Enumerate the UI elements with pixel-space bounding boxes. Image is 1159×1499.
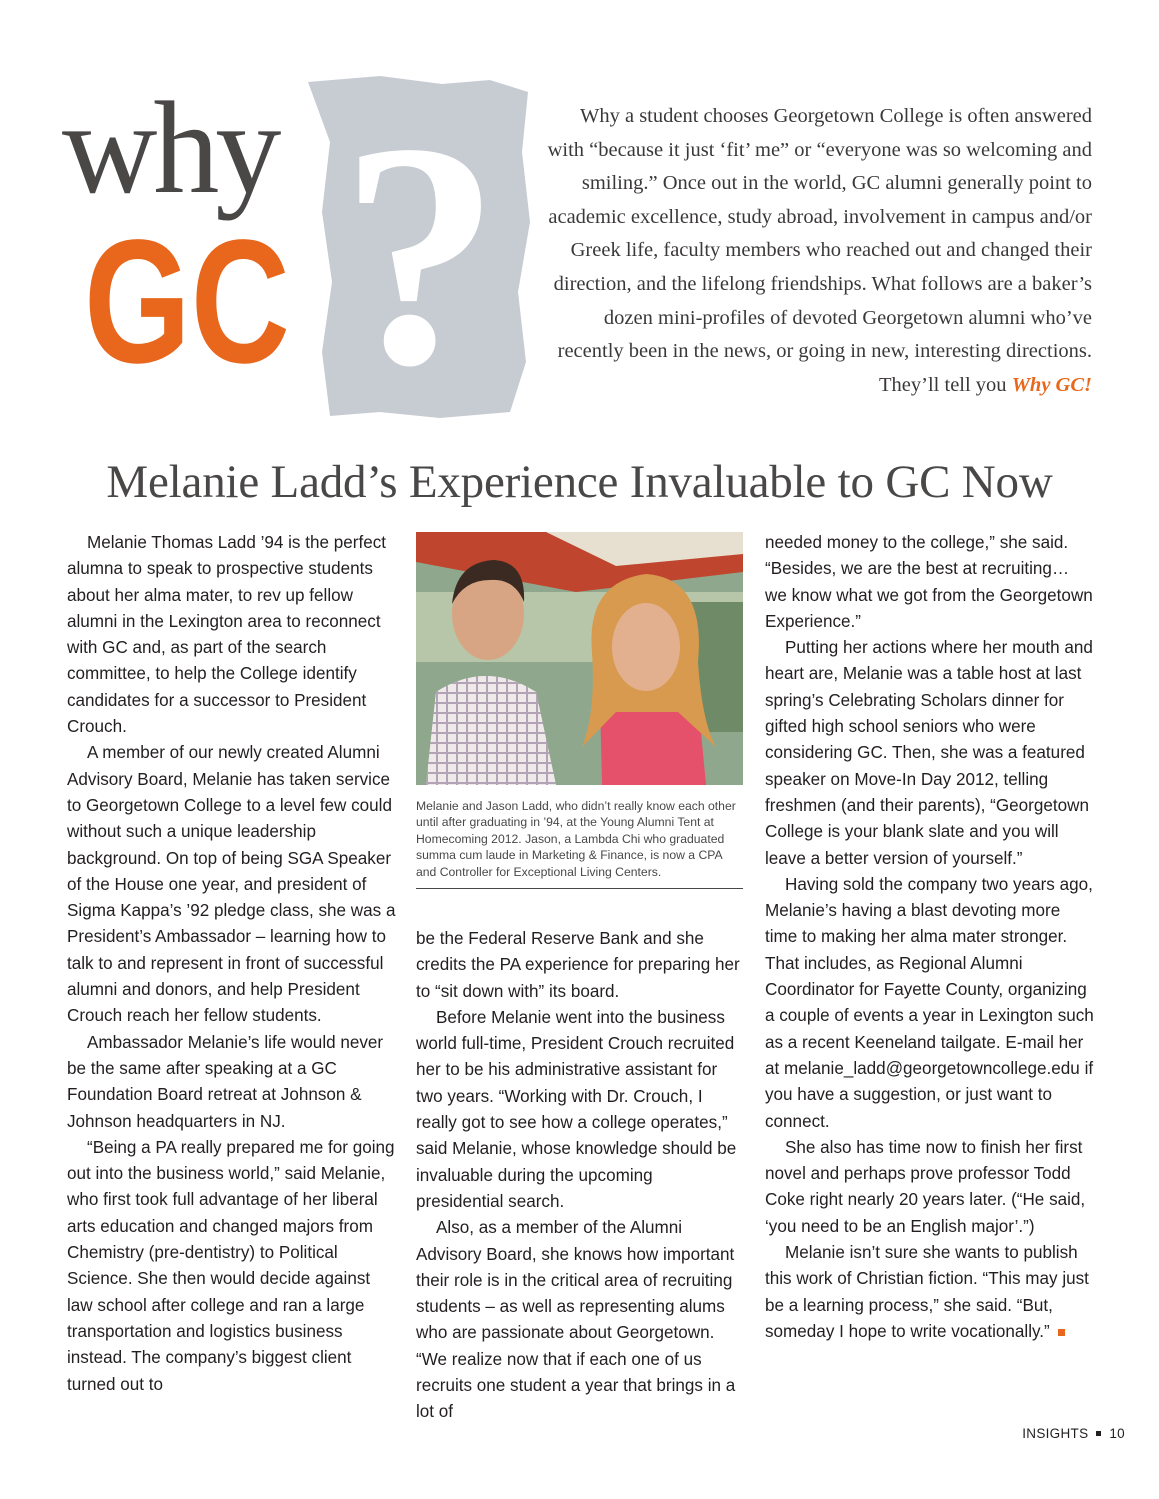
paragraph: Ambassador Melanie’s life would never be the same after speaking at a GC Foundation Board retreat at Johnson & Johnson headquarters in NJ. (67, 1032, 384, 1131)
page-footer (1022, 1426, 1125, 1441)
photo-illustration (416, 532, 743, 785)
paragraph: Putting her actions where her mouth and heart are, Melanie was a table host at last spring’s Celebrating Scholars dinner for gifted high school seniors who were considering GC. Then, she was a featured speaker on Move-In Day 2012, telling freshmen (and their parents), “Georgetown College is your blank slate and you will leave a better version of yourself.” (765, 638, 1093, 868)
article-column-3 (765, 530, 1095, 1345)
article-column-1 (67, 530, 397, 1398)
paragraph (765, 1240, 1095, 1345)
publication-name: INSIGHTS (1022, 1426, 1089, 1441)
paragraph: be the Federal Reserve Bank and she credits the PA experience for preparing her to “sit down with” its board. (416, 929, 740, 1001)
intro-highlight: Why GC! (1011, 373, 1092, 396)
article-column-2 (416, 926, 744, 1426)
article-headline: Melanie Ladd’s Experience Invaluable to GC Now (106, 456, 1053, 508)
why-gc-logo-graphic (60, 62, 540, 432)
paragraph-text: Melanie isn’t sure she wants to publish this work of Christian fiction. “This may just be a learning process,” she said. “But, someday I hope to write vocationally.” (765, 1243, 1089, 1341)
why-text: why (62, 74, 278, 221)
paragraph: Before Melanie went into the business world full-time, President Crouch recruited her to be his administrative assistant for two years. “Working with Dr. Crouch, I really got to see how a college operates,” said Melanie, whose knowledge should be invaluable during the upcoming presidential search. (416, 1007, 737, 1211)
question-mark-glyph: ? (340, 78, 500, 432)
paragraph: Having sold the company two years ago, Melanie’s having a blast devoting more time to making her alma mater stronger. That includes, as Regional Alumni Coordinator for Fayette County, organizing a couple of events a year in Lexington such as a recent Keeneland tailgate. E-mail her at melanie_ladd@georgetowncollege.edu if you have a suggestion, or just want to connect. (765, 874, 1094, 1131)
paragraph: Also, as a member of the Alumni Advisory Board, she knows how important their role is in the critical area of recruiting students – as well as representing alums who are passionate about Georgetown. “We realize now that if each one of us recruits one student a year that brings in a lot of (416, 1218, 736, 1422)
page-number: 10 (1109, 1426, 1125, 1441)
photo-caption: Melanie and Jason Ladd, who didn’t really know each other until after graduating in ’94, at the Young Alumni Tent at Homecoming 2012. Jason, a Lambda Chi who graduated summa cum laude in Marketing & Finance, is now a CPA and Controller for Exceptional Living Centers. (416, 798, 743, 889)
paragraph: “Being a PA really prepared me for going out into the business world,” said Melanie, who first took full advantage of her liberal arts education and changed majors from Chemistry (pre-dentistry) to Political Science. She then would decide against law school after college and ran a large transportation and logistics business instead. The company’s biggest client turned out to (67, 1137, 395, 1394)
paragraph: A member of our newly created Alumni Advisory Board, Melanie has taken service to Georgetown College to a level few could without such a unique leadership background. On top of being SGA Speaker of the House one year, and president of Sigma Kappa’s ’92 pledge class, she was a President’s Ambassador – learning how to talk to and represent in front of successful alumni and donors, and help President Crouch reach her fellow students. (67, 743, 396, 1026)
paragraph: She also has time now to finish her first novel and perhaps prove professor Todd Coke right nearly 20 years later. (“He said, ‘you need to be an English major’.”) (765, 1137, 1086, 1236)
why-gc-logo (60, 62, 540, 432)
gc-text: GC (84, 203, 290, 400)
article-photo (416, 532, 743, 785)
separator-square (1096, 1431, 1101, 1436)
paragraph: needed money to the college,” she said. “Besides, we are the best at recruiting… we know what we got from the Georgetown Experience.” (765, 533, 1093, 631)
end-of-article-mark (1058, 1329, 1065, 1336)
paragraph: Melanie Thomas Ladd ’94 is the perfect alumna to speak to prospective students about her alma mater, to rev up fellow alumni in the Lexington area to reconnect with GC and, as part of the search committee, to help the College identify candidates for a successor to President Crouch. (67, 533, 386, 737)
intro-text: Why a student chooses Georgetown College is often answered with “because it just ‘fit’ me” or “everyone was so welcoming and smiling.” Once out in the world, GC alumni generally point to academic excellence, study abroad, involvement in campus and/or Greek life, faculty members who reached out and changed their direction, and the lifelong friendships. What follows are a baker’s dozen mini-profiles of devoted Georgetown alumni who’ve recently been in the news, or going in new, interesting directions. They’ll tell you (547, 105, 1092, 396)
intro-paragraph (540, 100, 1092, 402)
